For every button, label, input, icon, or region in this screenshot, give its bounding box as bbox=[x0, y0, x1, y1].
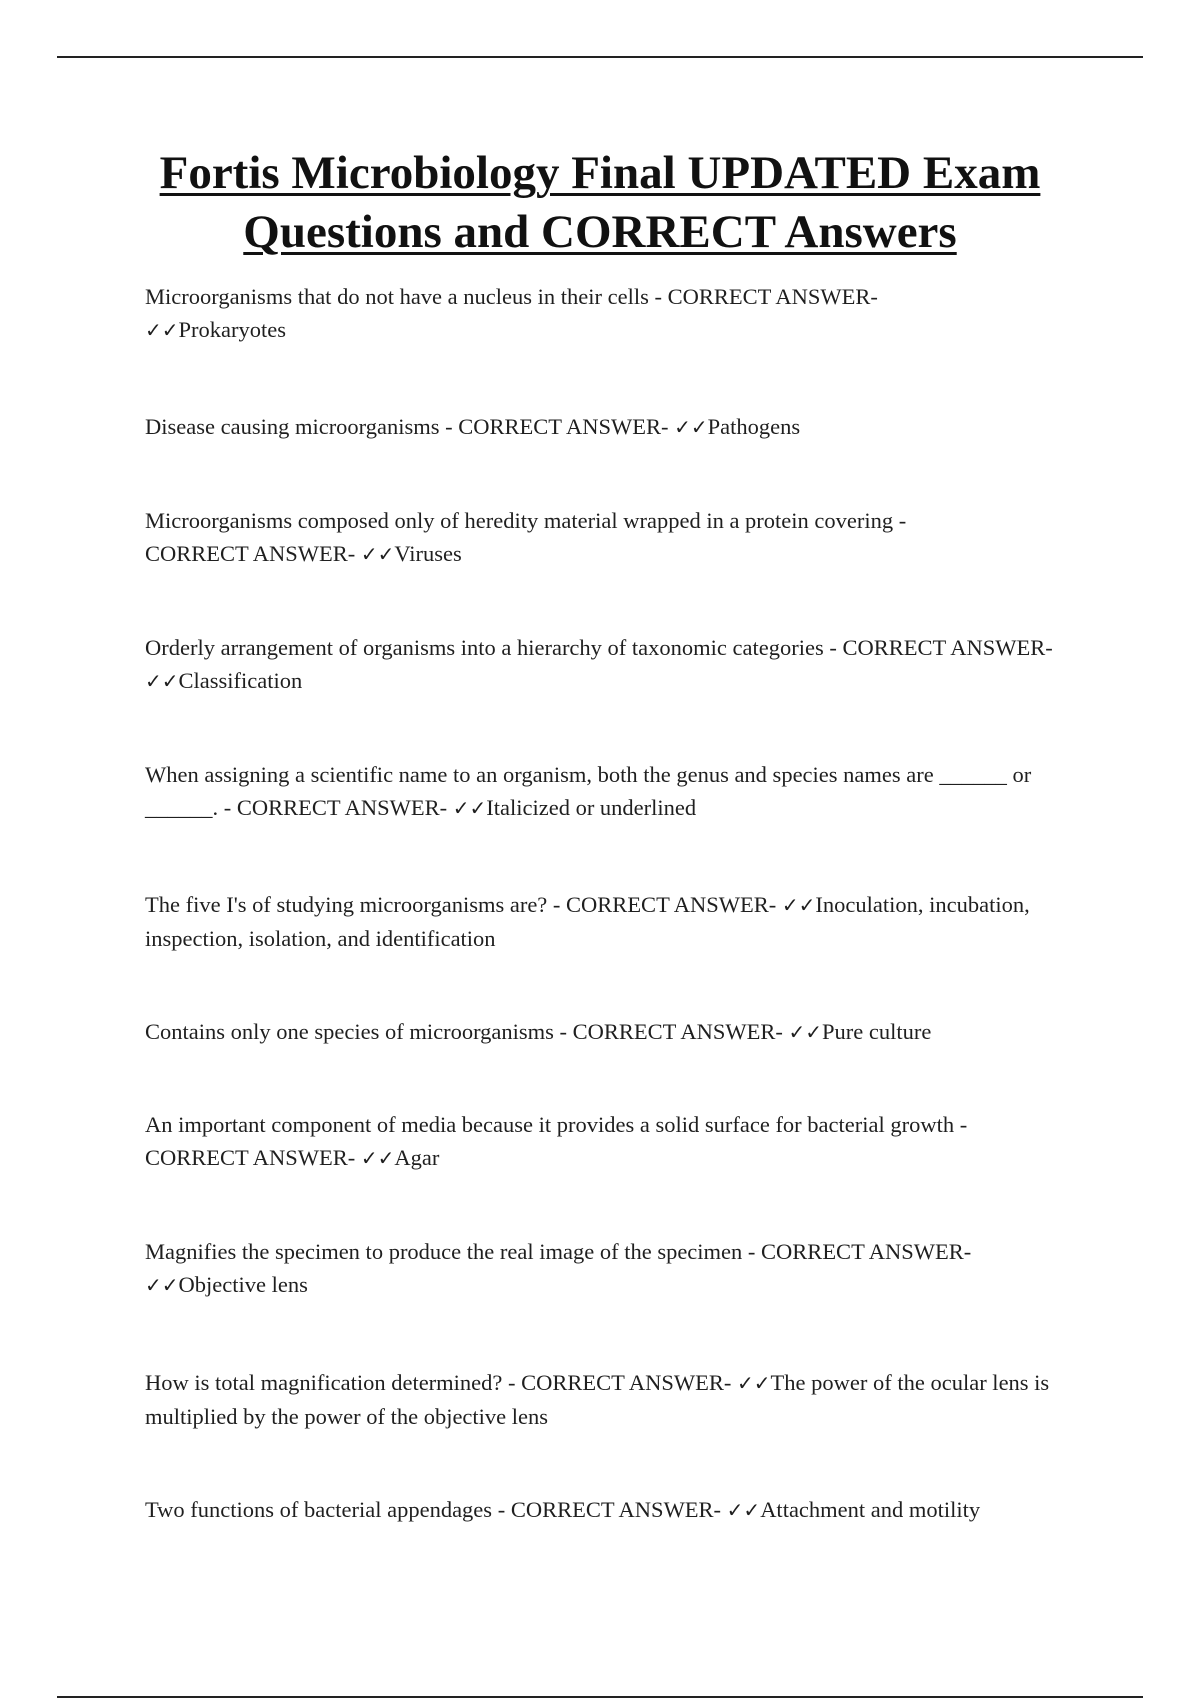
qa-item-6: The five I's of studying microorganisms are? - CORRECT ANSWER- ✓✓Inoculation, incubation, inspection, isolation, and identification bbox=[145, 892, 1030, 951]
qa-item-4: Orderly arrangement of organisms into a hierarchy of taxonomic categories - CORRECT ANSWER- ✓✓Classification bbox=[145, 635, 1053, 693]
answer-marker: CORRECT ANSWER- bbox=[842, 635, 1053, 660]
answer-text: Agar bbox=[394, 1145, 440, 1170]
question-text: Microorganisms composed only of heredity material wrapped in a protein covering bbox=[145, 508, 894, 533]
answer-text: Attachment and motility bbox=[760, 1497, 981, 1522]
double-check-icon: ✓✓ bbox=[145, 669, 179, 693]
question-text: Microorganisms that do not have a nucleus in their cells bbox=[145, 284, 649, 309]
question-text: The five I's of studying microorganisms are? bbox=[145, 892, 548, 917]
answer-marker: CORRECT ANSWER- bbox=[236, 795, 448, 820]
answer-text: Prokaryotes bbox=[178, 317, 286, 342]
double-check-icon: ✓✓ bbox=[145, 318, 179, 342]
answer-text: The power of the ocular lens is multiplied by the power of the objective lens bbox=[145, 1370, 1050, 1429]
double-check-icon: ✓✓ bbox=[726, 1498, 761, 1522]
answer-text: Inoculation, incubation, inspection, isolation, and identification bbox=[145, 892, 1030, 951]
qa-item-1: Microorganisms that do not have a nucleus in their cells - CORRECT ANSWER- ✓✓Prokaryotes bbox=[145, 284, 878, 342]
answer-marker: CORRECT ANSWER- bbox=[510, 1497, 722, 1522]
answer-marker: CORRECT ANSWER- bbox=[667, 284, 878, 309]
question-text: Magnifies the specimen to produce the real image of the specimen bbox=[145, 1239, 743, 1264]
question-text: When assigning a scientific name to an organism, both the genus and species names are ______ or ______. bbox=[145, 762, 1032, 820]
question-text: Orderly arrangement of organisms into a hierarchy of taxonomic categories bbox=[145, 635, 824, 660]
document-title: Fortis Microbiology Final UPDATED Exam Questions and CORRECT Answers bbox=[159, 147, 1041, 258]
top-rule bbox=[57, 56, 1143, 58]
double-check-icon: ✓✓ bbox=[360, 1146, 395, 1170]
double-check-icon: ✓✓ bbox=[788, 1020, 823, 1044]
question-text: An important component of media because it provides a solid surface for bacterial growth bbox=[145, 1112, 955, 1137]
double-check-icon: ✓✓ bbox=[145, 1273, 179, 1297]
qa-item-7: Contains only one species of microorganisms - CORRECT ANSWER- ✓✓Pure culture bbox=[145, 1019, 932, 1044]
answer-marker: CORRECT ANSWER- bbox=[145, 1145, 356, 1170]
answer-marker: CORRECT ANSWER- bbox=[458, 414, 669, 439]
qa-item-3: Microorganisms composed only of heredity material wrapped in a protein covering - CORRECT ANSWER- ✓✓Viruses bbox=[145, 508, 907, 566]
answer-marker: CORRECT ANSWER- bbox=[572, 1019, 783, 1044]
answer-text: Objective lens bbox=[178, 1272, 308, 1297]
answer-marker: CORRECT ANSWER- bbox=[761, 1239, 972, 1264]
qa-item-2: Disease causing microorganisms - CORRECT ANSWER- ✓✓Pathogens bbox=[145, 414, 801, 439]
qa-item-8: An important component of media because it provides a solid surface for bacterial growth - CORRECT ANSWER- ✓✓Agar bbox=[145, 1112, 968, 1170]
answer-text: Italicized or underlined bbox=[486, 795, 697, 820]
qa-item-11: Two functions of bacterial appendages - CORRECT ANSWER- ✓✓Attachment and motility bbox=[145, 1497, 981, 1522]
question-text: Contains only one species of microorganisms bbox=[145, 1019, 554, 1044]
answer-marker: CORRECT ANSWER- bbox=[521, 1370, 732, 1395]
question-text: Two functions of bacterial appendages bbox=[145, 1497, 493, 1522]
question-text: Disease causing microorganisms bbox=[145, 414, 440, 439]
qa-item-5: When assigning a scientific name to an organism, both the genus and species names are ______ or ______. - CORRECT ANSWER- ✓✓Italicized or underlined bbox=[145, 762, 1032, 820]
answer-marker: CORRECT ANSWER- bbox=[566, 892, 777, 917]
answer-text: Pure culture bbox=[822, 1019, 932, 1044]
answer-text: Viruses bbox=[394, 541, 462, 566]
double-check-icon: ✓✓ bbox=[674, 415, 708, 439]
answer-text: Pathogens bbox=[707, 414, 801, 439]
answer-marker: CORRECT ANSWER- bbox=[145, 541, 356, 566]
double-check-icon: ✓✓ bbox=[781, 893, 816, 917]
question-text: How is total magnification determined? bbox=[145, 1370, 503, 1395]
answer-text: Classification bbox=[178, 668, 303, 693]
double-check-icon: ✓✓ bbox=[452, 796, 487, 820]
bottom-rule bbox=[57, 1696, 1143, 1698]
qa-item-10: How is total magnification determined? - CORRECT ANSWER- ✓✓The power of the ocular lens is multiplied by the power of the objective lens bbox=[145, 1370, 1050, 1429]
double-check-icon: ✓✓ bbox=[360, 542, 395, 566]
qa-item-9: Magnifies the specimen to produce the real image of the specimen - CORRECT ANSWER- ✓✓Objective lens bbox=[145, 1239, 972, 1297]
double-check-icon: ✓✓ bbox=[737, 1371, 771, 1395]
